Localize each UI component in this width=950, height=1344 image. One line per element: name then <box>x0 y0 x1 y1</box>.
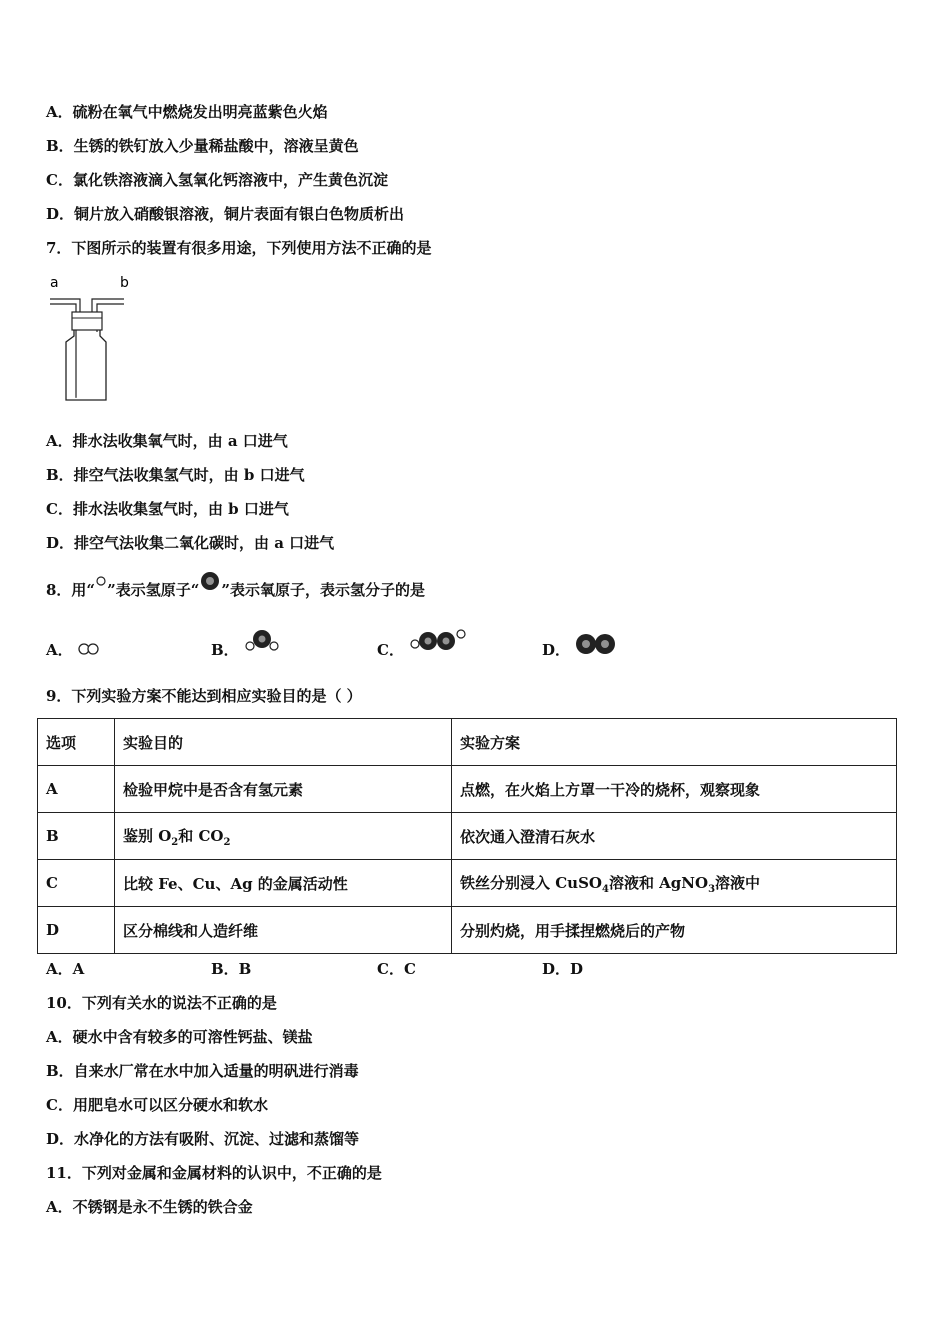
q7-stem: 7．下图所示的装置有很多用途，下列使用方法不正确的是 <box>46 239 432 257</box>
q7-option-c: C．排水法收集氢气时，由 b 口进气 <box>46 500 289 518</box>
q8-option-d-molecule-icon <box>574 632 618 656</box>
row-plan <box>452 860 897 907</box>
q8-stem <box>46 580 425 602</box>
q7-option-d: D．排空气法收集二氧化碳时，由 a 口进气 <box>46 534 335 552</box>
q8-stem-part2: ”表示氢原子“ <box>107 581 200 599</box>
row-goal: 检验甲烷中是否含有氢元素 <box>115 766 452 813</box>
hydrogen-atom-icon <box>95 574 107 588</box>
gas-bottle-diagram <box>44 272 134 407</box>
q6-option-c: C．氯化铁溶液滴入氢氧化钙溶液中，产生黄色沉淀 <box>46 171 388 189</box>
plan-text: 溶液和 AgNO <box>608 873 709 892</box>
header-plan: 实验方案 <box>452 719 897 766</box>
subscript: 2 <box>223 836 231 848</box>
q8-stem-part1: 8．用“ <box>46 581 96 599</box>
table-row <box>38 813 897 860</box>
subscript: 2 <box>171 836 179 848</box>
row-key: D <box>38 907 115 954</box>
header-goal: 实验目的 <box>115 719 452 766</box>
q6-option-d: D．铜片放入硝酸银溶液，铜片表面有银白色物质析出 <box>46 205 405 223</box>
row-goal: 比较 Fe、Cu、Ag 的金属活动性 <box>115 860 452 907</box>
goal-text: 和 CO <box>178 826 224 845</box>
plan-text: 铁丝分别浸入 CuSO <box>460 873 602 892</box>
oxygen-atom-icon <box>199 570 221 592</box>
q7-option-b: B．排空气法收集氢气时，由 b 口进气 <box>46 466 305 484</box>
q8-option-d: D． <box>542 641 571 659</box>
table-header-row <box>38 719 897 766</box>
q11-option-a: A．不锈钢是永不生锈的铁合金 <box>46 1198 253 1216</box>
q9-option-a: A．A <box>46 960 85 978</box>
row-goal: 区分棉线和人造纤维 <box>115 907 452 954</box>
row-plan: 分别灼烧，用手揉捏燃烧后的产物 <box>452 907 897 954</box>
subscript: 4 <box>601 883 609 895</box>
q10-option-d: D．水净化的方法有吸附、沉淀、过滤和蒸馏等 <box>46 1130 360 1148</box>
q11-stem: 11．下列对金属和金属材料的认识中，不正确的是 <box>46 1164 382 1182</box>
q9-option-d: D．D <box>542 960 584 978</box>
row-plan: 依次通入澄清石灰水 <box>452 813 897 860</box>
label-b: b <box>120 275 129 291</box>
header-option: 选项 <box>38 719 115 766</box>
subscript: 3 <box>708 883 716 895</box>
q6-option-a: A．硫粉在氧气中燃烧发出明亮蓝紫色火焰 <box>46 103 328 121</box>
q8-option-b-molecule-icon <box>243 626 281 654</box>
row-plan: 点燃，在火焰上方罩一干冷的烧杯，观察现象 <box>452 766 897 813</box>
table-row <box>38 860 897 907</box>
table-row <box>38 766 897 813</box>
q8-option-a: A． <box>46 641 73 659</box>
q8-option-c: C． <box>377 641 404 659</box>
table-row <box>38 907 897 954</box>
q9-option-b: B．B <box>211 960 252 978</box>
q6-option-b: B．生锈的铁钉放入少量稀盐酸中，溶液呈黄色 <box>46 137 359 155</box>
row-key: A <box>38 766 115 813</box>
experiment-table <box>37 718 897 954</box>
q8-option-a-molecule-icon <box>77 641 101 657</box>
q8-option-b: B． <box>211 641 239 659</box>
row-goal <box>115 813 452 860</box>
row-key: C <box>38 860 115 907</box>
plan-text: 溶液中 <box>715 873 761 892</box>
q9-stem: 9．下列实验方案不能达到相应实验目的是（ ） <box>46 687 362 705</box>
q10-stem: 10．下列有关水的说法不正确的是 <box>46 994 277 1012</box>
q7-option-a: A．排水法收集氧气时，由 a 口进气 <box>46 432 288 450</box>
q8-stem-part3: ”表示氧原子，表示氢分子的是 <box>221 581 425 599</box>
row-key: B <box>38 813 115 860</box>
q10-option-c: C．用肥皂水可以区分硬水和软水 <box>46 1096 268 1114</box>
label-a: a <box>50 275 59 291</box>
goal-text: 鉴别 O <box>123 826 172 845</box>
q10-option-a: A．硬水中含有较多的可溶性钙盐、镁盐 <box>46 1028 313 1046</box>
q10-option-b: B．自来水厂常在水中加入适量的明矾进行消毒 <box>46 1062 359 1080</box>
q9-option-c: C．C <box>377 960 416 978</box>
q8-option-c-molecule-icon <box>408 626 468 654</box>
